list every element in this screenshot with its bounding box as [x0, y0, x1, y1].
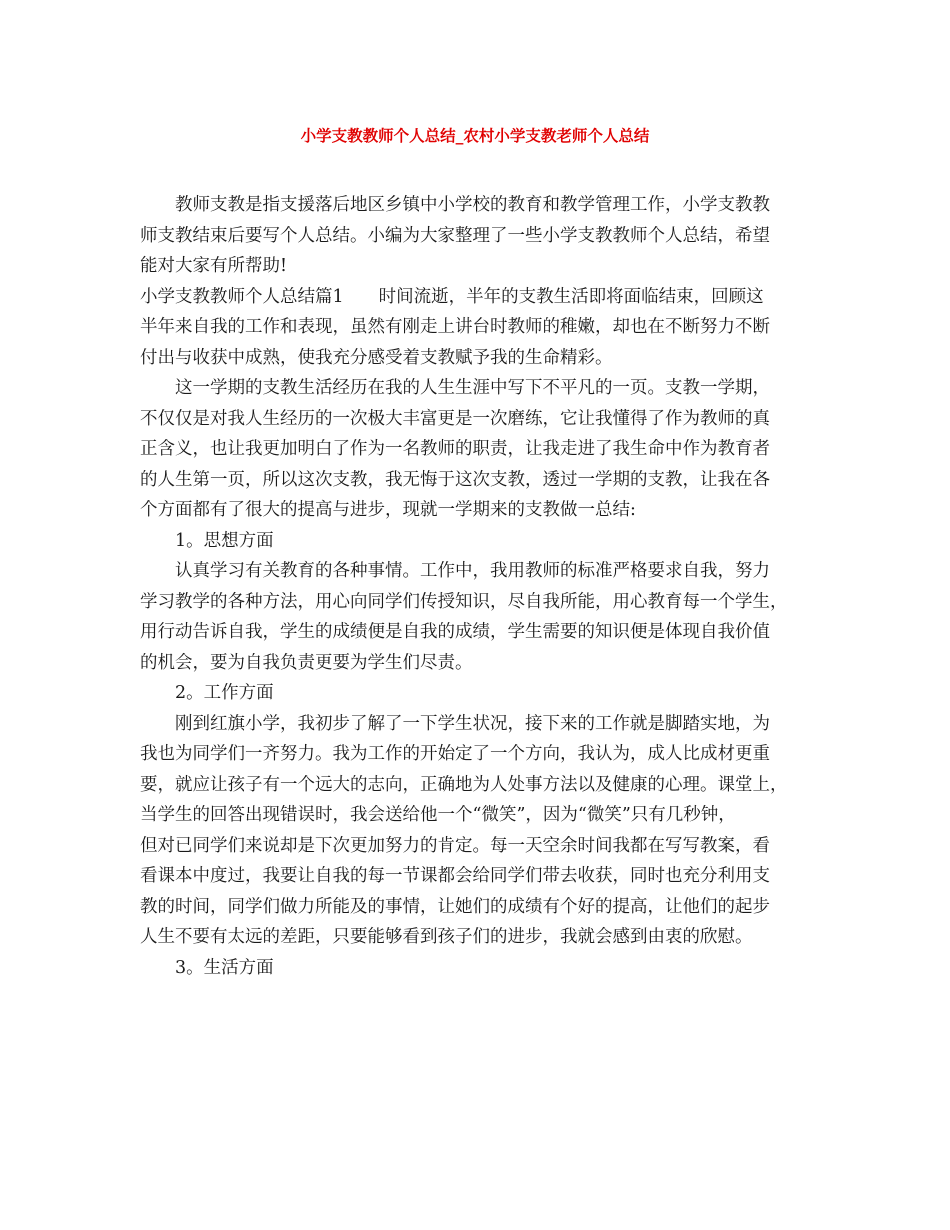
paragraph-line: 认真学习有关教育的各种事情。工作中，我用教师的标准严格要求自我，努力 [175, 561, 770, 581]
paragraph-line: 我也为同学们一齐努力。我为工作的开始定了一个方向，我认为，成人比成材更重 [140, 744, 770, 764]
paragraph-line: 看课本中度过，我要让自我的每一节课都会给同学们带去收获，同时也充分利用支 [140, 866, 770, 886]
paragraph-line: 个方面都有了很大的提高与进步，现就一学期来的支教做一总结: [140, 500, 636, 520]
paragraph-line: 的人生第一页，所以这次支教，我无悔于这次支教，透过一学期的支教，让我在各 [140, 469, 770, 490]
paragraph-line: 当学生的回答出现错误时，我会送给他一个“微笑”，因为“微笑”只有几秒钟， [140, 805, 736, 825]
paragraph-line: 但对已同学们来说却是下次更加努力的肯定。每一天空余时间我都在写写教案，看 [140, 835, 770, 856]
paragraph-line: 教的时间，同学们做力所能及的事情，让她们的成绩有个好的提高，让他们的起步 [140, 896, 770, 917]
paragraph-line: 人生不要有太远的差距，只要能够看到孩子们的进步，我就会感到由衷的欣慰。 [140, 927, 753, 947]
paragraph-line: 师支教结束后要写个人总结。小编为大家整理了一些小学支教教师个人总结，希望 [140, 225, 770, 246]
paragraph-line: 刚到红旗小学，我初步了解了一下学生状况，接下来的工作就是脚踏实地，为 [175, 713, 770, 734]
subheading-line: 3。生活方面 [175, 957, 274, 978]
paragraph-line: 不仅仅是对我人生经历的一次极大丰富更是一次磨练，它让我懂得了作为教师的真 [140, 408, 770, 429]
paragraph-line: 能对大家有所帮助! [140, 256, 288, 276]
document-title: 小学支教教师个人总结_农村小学支教老师个人总结 [300, 127, 650, 145]
paragraph-line: 正含义，也让我更加明白了作为一名教师的职责，让我走进了我生命中作为教育者 [140, 439, 770, 459]
paragraph-line: 教师支教是指支援落后地区乡镇中小学校的教育和教学管理工作，小学支教教 [175, 195, 770, 215]
document-body [140, 190, 812, 983]
subheading-line: 1。思想方面 [175, 530, 274, 551]
paragraph-line: 要，就应让孩子有一个远大的志向，正确地为人处事方法以及健康的心理。课堂上， [140, 774, 788, 795]
paragraph-line: 学习教学的各种方法，用心向同学们传授知识，尽自我所能，用心教育每一个学生， [140, 591, 788, 612]
paragraph-line: 的机会，要为自我负责更要为学生们尽责。 [140, 652, 473, 673]
paragraph-line: 付出与收获中成熟，使我充分感受着支教赋予我的生命精彩。 [140, 347, 613, 368]
subheading-line: 2。工作方面 [175, 683, 274, 703]
paragraph-line: 这一学期的支教生活经历在我的人生生涯中写下不平凡的一页。支教一学期， [175, 378, 770, 398]
paragraph-line: 用行动告诉自我，学生的成绩便是自我的成绩，学生需要的知识便是体现自我价值 [140, 622, 770, 642]
paragraph-line: 半年来自我的工作和表现，虽然有刚走上讲台时教师的稚嫩，却也在不断努力不断 [140, 317, 770, 337]
section-heading-line: 小学支教教师个人总结篇1 时间流逝，半年的支教生活即将面临结束，回顾这 [140, 286, 764, 307]
